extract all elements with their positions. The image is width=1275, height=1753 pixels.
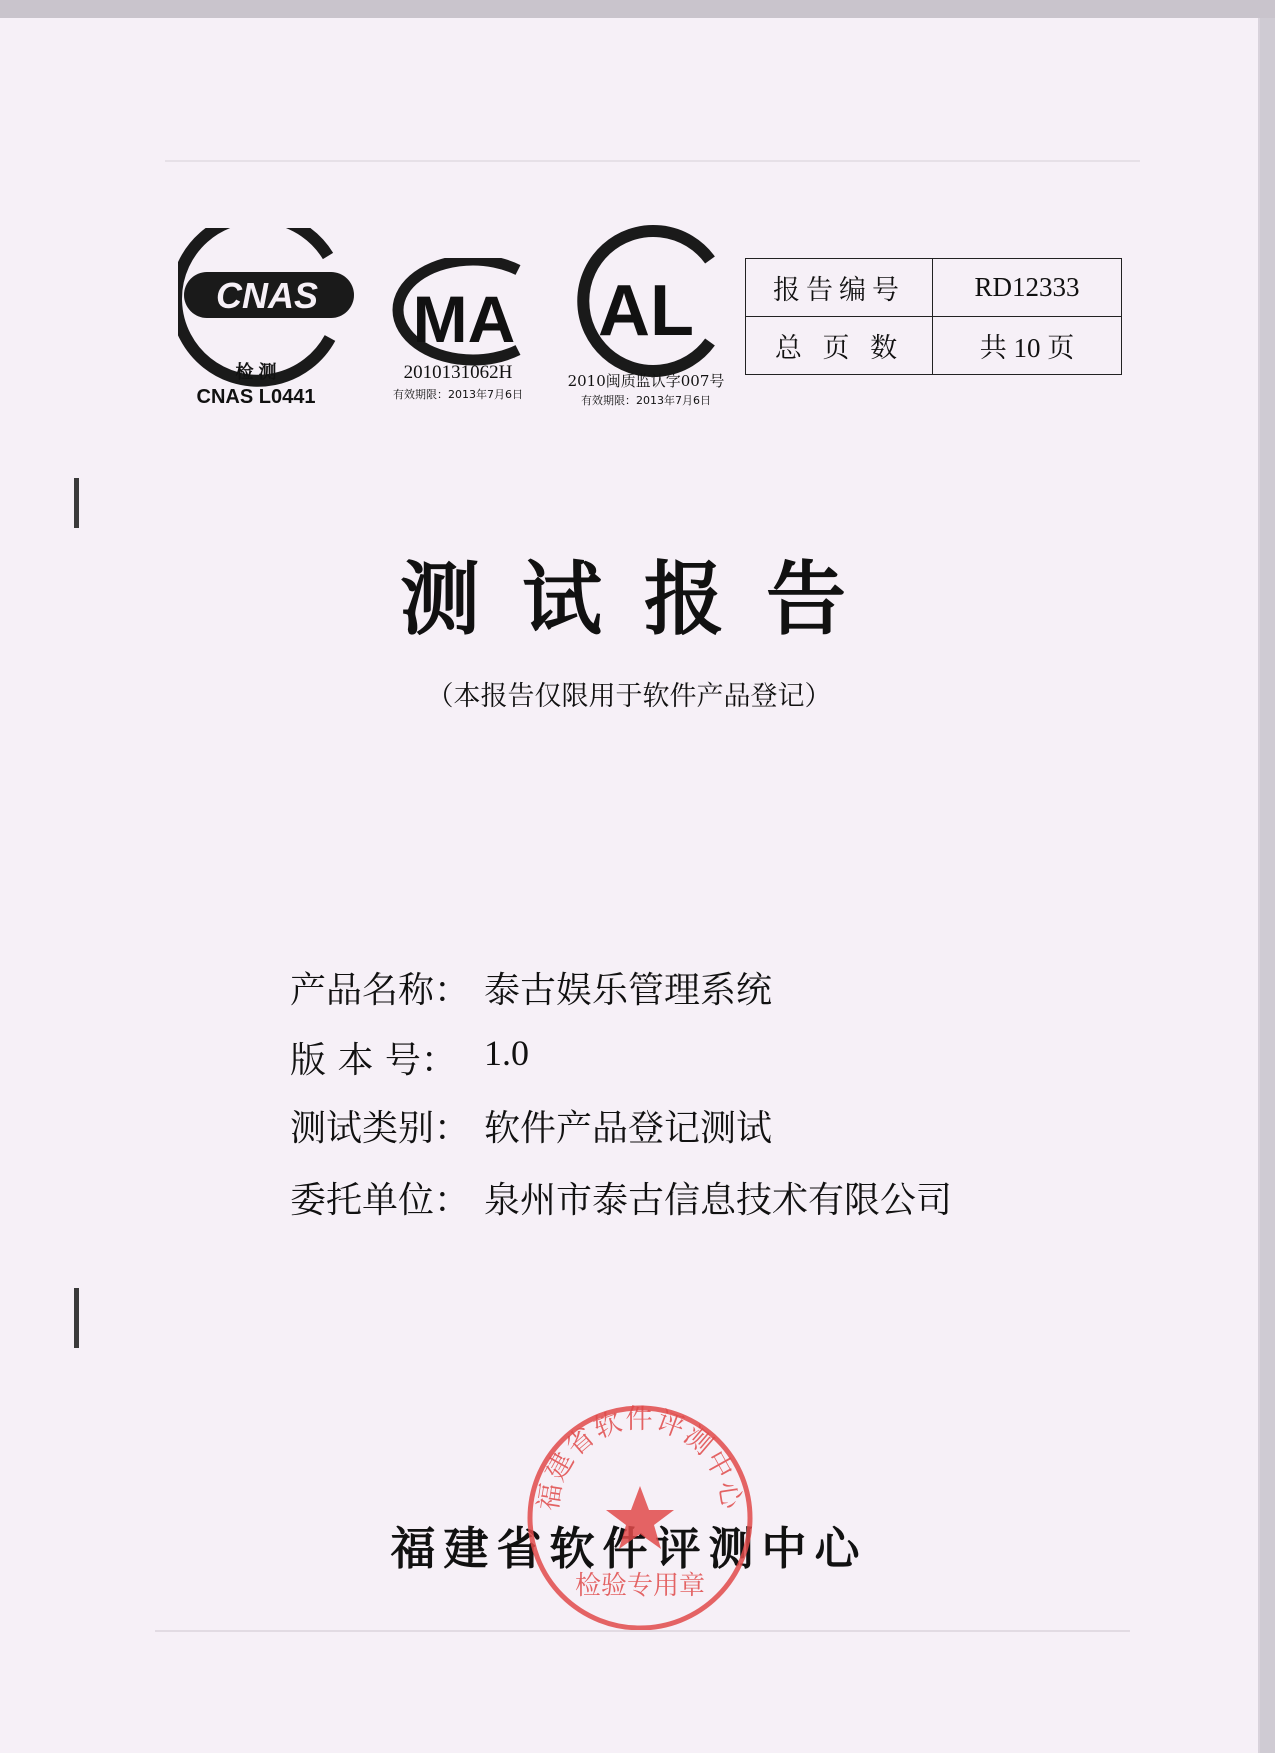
- report-no-value: RD12333: [933, 259, 1122, 317]
- seal-star: [606, 1486, 674, 1549]
- page-title: 测试报告: [400, 553, 888, 646]
- pages-label: 总 页 数: [746, 317, 933, 375]
- version-row: [290, 1032, 529, 1083]
- inspection-seal: [520, 1398, 760, 1638]
- cal-number: 2010闽质监认字007号: [567, 372, 725, 390]
- cnas-code: CNAS L0441: [196, 386, 316, 408]
- field-value: 软件产品登记测试: [484, 1108, 773, 1149]
- scan-top-edge: [0, 0, 1275, 18]
- organization-name: 福建省软件评测中心: [390, 1522, 868, 1575]
- seal-org-name: 福建省软件评测中心: [533, 1404, 747, 1513]
- table-row: [746, 317, 1122, 375]
- seal-purpose: 检验专用章: [574, 1571, 706, 1601]
- cma-number: 2010131062H: [403, 362, 513, 383]
- field-label: 委托单位：: [290, 1180, 471, 1221]
- table-row: [746, 259, 1122, 317]
- report-info-table: [745, 258, 1122, 375]
- cal-mark: AL: [598, 271, 694, 351]
- cnas-logo: [178, 228, 356, 408]
- field-label: 版 本 号：: [290, 1040, 457, 1081]
- field-value: 泰古娱乐管理系统: [484, 970, 773, 1011]
- cma-logo: [368, 258, 548, 408]
- cma-mark: MA: [412, 282, 516, 356]
- field-value: 泉州市泰古信息技术有限公司: [484, 1180, 953, 1221]
- staple-mark: [74, 1288, 79, 1348]
- cnas-mark: CNAS: [215, 275, 319, 316]
- test-type-row: [290, 1100, 772, 1151]
- cal-validity: 有效期限：2013年7月6日: [581, 394, 711, 407]
- footer-rule: [155, 1630, 1130, 1632]
- product-name-row: [290, 962, 772, 1013]
- pages-value: 共 10 页: [933, 317, 1122, 375]
- staple-mark: [74, 478, 79, 528]
- report-no-label: 报告编号: [746, 259, 933, 317]
- page-subtitle: （本报告仅限用于软件产品登记）: [426, 681, 832, 712]
- field-value: 1.0: [484, 1033, 529, 1073]
- field-label: 测试类别：: [290, 1108, 471, 1149]
- field-label: 产品名称：: [290, 970, 471, 1011]
- client-row: [290, 1172, 952, 1223]
- cal-logo: [560, 220, 740, 410]
- cma-validity: 有效期限：2013年7月6日: [393, 388, 523, 401]
- cnas-caption: 检 测: [235, 362, 277, 382]
- header-rule: [165, 160, 1140, 162]
